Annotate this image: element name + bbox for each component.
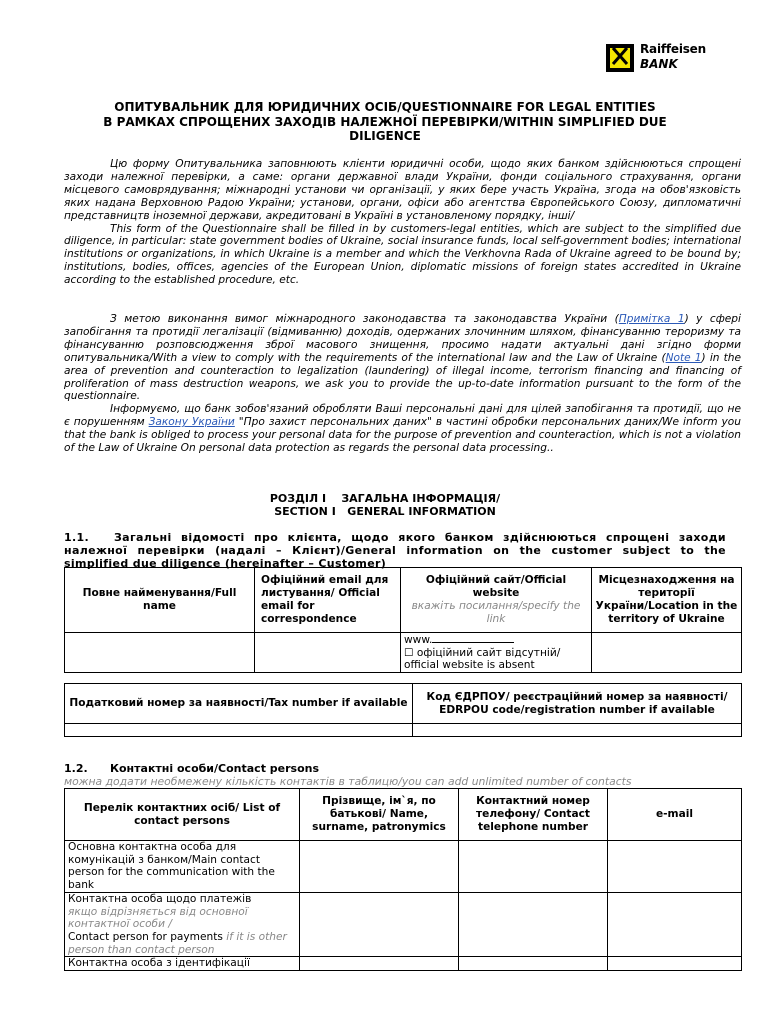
contact-persons-header-row [65,789,742,841]
payments-contact-en: Contact person for payments [68,930,223,943]
payments-contact-name-cell[interactable] [300,892,459,957]
identification-contact-email-cell[interactable] [608,957,742,971]
intro-paragraph [64,158,741,287]
identification-contact-phone-cell[interactable] [459,957,608,971]
full-name-cell[interactable] [65,633,255,673]
section-1-heading [60,492,710,518]
header-official-website-label: Офіційний сайт/Official website [425,574,567,599]
header-edrpou [413,684,742,724]
payments-contact-label [65,892,300,957]
header-contact-phone: Контактний номер телефону/ Contact telephone number [459,789,608,841]
logo-text-bank: BANK [640,57,678,71]
header-full-name: Повне найменування/Full name [65,568,255,633]
header-location: Місцезнаходження на території України/Location in the territory of Ukraine [592,568,742,633]
contact-row-main [65,841,742,893]
contacts-note: можна додати необмежену кількість контактів в таблицю/you can add unlimited number of contacts [64,775,632,788]
customer-info-header-row [65,568,742,633]
purpose-text-2: ) у сфері запобігання та протидії легалізації (відмиванню) доходів, одержаних злочинним шляхом, фінансуванню тероризму та фінансуванню розповсюдження зброї масового знищення, просимо надати актуальні дані згідно форми опитувальника/With a view to comply with the requirements of the international law and the Law of Ukraine ( [64,313,741,364]
edrpou-cell[interactable] [413,724,742,737]
subsection-1-1-text: Загальні відомості про клієнта, щодо якого банком здійснюються спрощені заходи належної перевірки (надалі – Клієнт)/General information on the customer subject to the simplified due diligence (hereinafter – Customer) [64,531,726,570]
payments-contact-ua-note: якщо відрізняється від основної контактної особи / [68,905,248,931]
payments-contact-phone-cell[interactable] [459,892,608,957]
section-1-heading-ua: РОЗДІЛ I ЗАГАЛЬНА ІНФОРМАЦІЯ/ [269,492,501,505]
raiffeisen-logo [606,42,716,76]
header-name-surname: Прізвище, ім`я, по батькові/ Name, surname, patronymics [300,789,459,841]
law-of-ukraine-link[interactable]: Закону України [148,416,235,429]
title-line-1: ОПИТУВАЛЬНИК ДЛЯ ЮРИДИЧНИХ ОСІБ/QUESTIONNAIRE FOR LEGAL ENTITIES [114,100,656,114]
purpose-text-3: ) in the area of prevention and counteraction to legalization (laundering) of illegal income, terrorism financing and financing of proliferation of mass destruction weapons, we ask you to provide the up-to-date information pursuant to the form of the questionnaire. [64,351,741,403]
header-email: e-mail [608,789,742,841]
header-contact-list: Перелік контактних осіб/ List of contact persons [65,789,300,841]
customer-info-table [64,567,742,673]
contact-row-identification [65,957,742,971]
privacy-text-2: "Про захист персональних даних" в частині обробки персональних даних/We inform you that the bank is obliged to process your personal data for the purpose of prevention and counteraction, which is not a violation of the Law of Ukraine On personal data protection as regards the personal data processing.. [64,416,741,455]
tax-info-table [64,683,742,737]
subsection-1-2-number: 1.2. [64,762,88,775]
subsection-1-1-number: 1.1. [64,531,90,544]
main-contact-phone-cell[interactable] [459,841,608,893]
subsection-1-2-heading [64,762,319,775]
tax-number-cell[interactable] [65,724,413,737]
logo-text-raiffeisen: Raiffeisen [640,42,706,56]
website-www-field[interactable]: www. [404,634,433,646]
official-email-cell[interactable] [255,633,401,673]
main-contact-email-cell[interactable] [608,841,742,893]
title-line-2: В РАМКАХ СПРОЩЕНИХ ЗАХОДІВ НАЛЕЖНОЇ ПЕРЕВІРКИ/WITHIN SIMPLIFIED DUE [103,114,667,129]
header-edrpou-ua: Код ЄДРПОУ/ реєстраційний номер за наявності/ [426,690,728,703]
intro-ua: Цю форму Опитувальника заповнюють клієнти юридичні особи, щодо яких банком здійснюються спрощені заходи належної перевірки, а саме: органи державної влади України, фонди соціального страхування, органи місцевого самоврядування; міжнародні установи чи організації, у яких бере участь Україна, згода на обов'язковість яких надана Верховною Радою України; установи, органи, офіси або агентства Європейського Союзу, дипломатичні представництв іноземної держави, акредитовані в Україні в установленому порядку, інші/ [64,158,741,222]
tax-info-header-row [65,684,742,724]
customer-info-input-row [65,633,742,673]
title-line-3: DILIGENCE [349,129,421,143]
identification-contact-label: Контактна особа з ідентифікації [65,957,300,971]
official-website-cell[interactable] [401,633,592,673]
identification-contact-name-cell[interactable] [300,957,459,971]
note-1-link-ua[interactable]: Примітка 1 [618,313,685,325]
payments-contact-email-cell[interactable] [608,892,742,957]
location-cell[interactable] [592,633,742,673]
header-website-hint: вкажіть посилання/specify the link [411,600,581,625]
header-official-website [401,568,592,633]
tax-info-input-row [65,724,742,737]
crossed-horses-icon [611,46,629,66]
header-tax-number: Податковий номер за наявності/Tax number if available [65,684,413,724]
payments-contact-ua: Контактна особа щодо платежів [68,892,252,905]
main-contact-label: Основна контактна особа для комунікацій з банком/Main contact person for the communication with the bank [65,841,300,893]
subsection-1-2-title: Контактні особи/Contact persons [110,762,320,775]
website-absent-checkbox[interactable]: ☐ офіційний сайт відсутній/ official website is absent [404,646,561,672]
header-edrpou-en: EDRPOU code/registration number if available [439,703,715,716]
main-contact-name-cell[interactable] [300,841,459,893]
subsection-1-1-heading [64,531,726,570]
contact-persons-table [64,788,742,971]
privacy-text-1: Інформуємо, що банк зобов'язаний обробляти Ваші персональні дані для цілей запобігання та протидії, що не є порушенням [64,403,741,429]
document-title [60,100,710,144]
purpose-paragraph [64,313,741,455]
section-1-heading-en: SECTION I GENERAL INFORMATION [274,505,496,518]
purpose-text-1: З метою виконання вимог міжнародного законодавства та законодавства України ( [110,313,619,325]
payments-contact-en-note: if it is other person than contact person [68,930,287,956]
note-1-link-en[interactable]: Note 1 [665,351,702,364]
intro-en: This form of the Questionnaire shall be filled in by customers-legal entities, which are subject to the simplified due diligence, in particular: state government bodies of Ukraine, social insurance funds, local self-government bodies; international institutions or organizations, in which Ukraine is a member and which the Verkhovna Rada of Ukraine agreed to be bound by; institutions, bodies, offices, agencies of the European Union, diplomatic missions of foreign states accredited in Ukraine according to the established procedure, etc. [64,222,741,287]
contact-row-payments [65,892,742,957]
header-official-email: Офіційний email для листування/ Official email for correspondence [255,568,401,633]
